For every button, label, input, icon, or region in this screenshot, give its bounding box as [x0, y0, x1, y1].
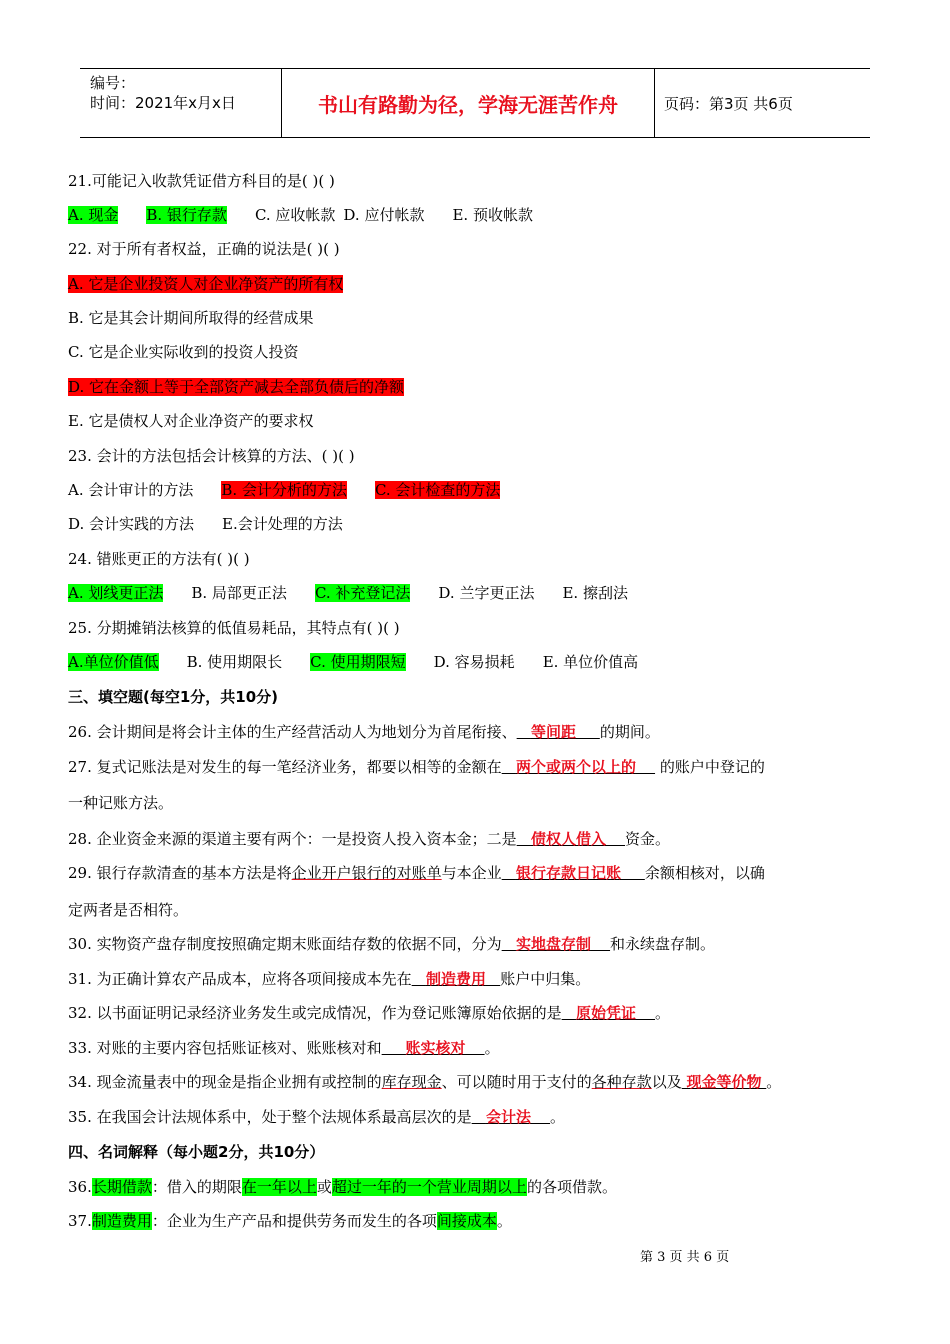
q29-underlined: 企业开户银行的对账单: [291, 864, 442, 882]
question-33: [68, 1037, 500, 1059]
question-24-options: [68, 582, 628, 604]
question-22-option-a: [68, 273, 343, 295]
q37-number: 37.: [68, 1212, 92, 1230]
question-23-options-row2: [68, 513, 343, 535]
question-32: [68, 1002, 670, 1024]
question-26: [68, 721, 660, 743]
option-e: E. 单位价值高: [542, 653, 639, 671]
option-a: A. 现金: [68, 206, 119, 224]
q34-answer: 现金等价物: [686, 1073, 762, 1091]
question-34: [68, 1071, 781, 1093]
option-d: D. 它在金额上等于全部资产减去全部负债后的净额: [68, 378, 405, 396]
q30-answer: 实地盘存制: [515, 935, 591, 953]
option-d: D. 兰字更正法: [438, 584, 535, 602]
option-d: D. 应付帐款: [343, 206, 425, 224]
option-a: A. 它是企业投资人对企业净资产的所有权: [68, 275, 344, 293]
page-footer: 第 3 页 共 6 页: [640, 1250, 730, 1265]
option-c: C. 使用期限短: [310, 653, 406, 671]
number-label: 编号：: [90, 74, 136, 92]
question-25-stem: 25. 分期摊销法核算的低值易耗品，其特点有( )( ): [68, 619, 400, 637]
option-d: D. 会计实践的方法: [68, 515, 195, 533]
q29-text-mid: 与本企业: [441, 864, 502, 882]
option-e: E. 预收帐款: [452, 206, 533, 224]
q34-text-mid: 、可以随时用于支付的: [441, 1073, 592, 1091]
question-35: [68, 1106, 565, 1128]
q35-answer: 会计法: [485, 1108, 531, 1126]
q36-highlight-2: 超过一年的一个营业周期以上: [331, 1178, 527, 1196]
q26-text: 26. 会计期间是将会计主体的生产经营活动人为地划分为首尾衔接、: [68, 723, 517, 741]
q32-answer: 原始凭证: [575, 1004, 636, 1022]
option-c: C. 会计检查的方法: [374, 481, 501, 499]
q30-text-end: 和永续盘存制。: [610, 935, 716, 953]
question-22-option-b: B. 它是其会计期间所取得的经营成果: [68, 309, 314, 327]
time-label: 时间：2021年x月x日: [90, 94, 236, 112]
question-36: [68, 1176, 617, 1198]
question-30: [68, 933, 715, 955]
header-page-info: 页码：第3页 共6页: [664, 94, 793, 113]
option-e: E. 擦刮法: [562, 584, 628, 602]
question-29: [68, 862, 765, 884]
q29-answer: 银行存款日记账: [515, 864, 621, 882]
q27-answer: 两个或两个以上的: [515, 758, 636, 776]
q29-text-end: 余额相核对，以确: [644, 864, 765, 882]
option-c: C. 应收帐款: [254, 206, 336, 224]
header-meta: [80, 69, 282, 137]
question-21-options: [68, 204, 533, 226]
option-c: C. 补充登记法: [314, 584, 411, 602]
option-b: B. 使用期限长: [186, 653, 283, 671]
q33-text: 33. 对账的主要内容包括账证核对、账账核对和: [68, 1039, 382, 1057]
question-22-option-e: E. 它是债权人对企业净资产的要求权: [68, 412, 314, 430]
q36-highlight-1: 在一年以上: [241, 1178, 317, 1196]
q31-text: 31. 为正确计算农产品成本，应将各项间接成本先在: [68, 970, 412, 988]
section-4-heading: 四、名词解释（每小题2分，共10分）: [68, 1143, 325, 1161]
question-27-line2: 一种记账方法。: [68, 794, 174, 812]
q34-text-mid2: 以及: [651, 1073, 682, 1091]
question-23-stem: 23. 会计的方法包括会计核算的方法、( )( ): [68, 447, 355, 465]
option-b: B. 局部更正法: [191, 584, 287, 602]
q31-text-end: 账户中归集。: [500, 970, 591, 988]
question-37: [68, 1210, 512, 1232]
q34-underlined-2: 各种存款: [591, 1073, 652, 1091]
q36-text-3: 的各项借款。: [526, 1178, 617, 1196]
q28-answer: 债权人借入: [530, 830, 606, 848]
q36-number: 36.: [68, 1178, 92, 1196]
q35-text-end: 。: [550, 1108, 566, 1126]
q37-text-2: 。: [496, 1212, 512, 1230]
q34-text: 34. 现金流量表中的现金是指企业拥有或控制的: [68, 1073, 382, 1091]
q27-text-end: 的账户中登记的: [659, 758, 765, 776]
option-b: B. 银行存款: [146, 206, 227, 224]
page-header: [80, 68, 870, 138]
option-b: B. 会计分析的方法: [221, 481, 347, 499]
question-22-option-d: [68, 376, 404, 398]
q32-text: 32. 以书面证明记录经济业务发生或完成情况，作为登记账簿原始依据的是: [68, 1004, 562, 1022]
q31-answer: 制造费用: [425, 970, 486, 988]
question-22-stem: 22. 对于所有者权益，正确的说法是( )( ): [68, 240, 340, 258]
question-23-options-row1: [68, 479, 500, 501]
q37-highlight-1: 间接成本: [436, 1212, 497, 1230]
question-27: [68, 756, 765, 778]
option-e: E.会计处理的方法: [222, 515, 343, 533]
q34-text-end: 。: [766, 1073, 782, 1091]
option-a: A. 会计审计的方法: [68, 481, 194, 499]
q35-text: 35. 在我国会计法规体系中，处于整个法规体系最高层次的是: [68, 1108, 472, 1126]
q33-text-end: 。: [484, 1039, 500, 1057]
q30-text: 30. 实物资产盘存制度按照确定期末账面结存数的依据不同，分为: [68, 935, 502, 953]
q36-text-2: 或: [316, 1178, 332, 1196]
question-22-option-c: C. 它是企业实际收到的投资人投资: [68, 343, 299, 361]
q36-term: 长期借款: [91, 1178, 152, 1196]
question-24-stem: 24. 错账更正的方法有( )( ): [68, 550, 250, 568]
question-25-options: [68, 651, 638, 673]
question-28: [68, 828, 670, 850]
question-21-stem: 21.可能记入收款凭证借方科目的是( )( ): [68, 172, 335, 190]
q32-text-end: 。: [655, 1004, 671, 1022]
q27-text: 27. 复式记账法是对发生的每一笔经济业务，都要以相等的金额在: [68, 758, 502, 776]
q26-answer: 等间距: [530, 723, 576, 741]
option-d: D. 容易损耗: [433, 653, 515, 671]
q37-text-1: ：企业为生产产品和提供劳务而发生的各项: [151, 1212, 437, 1230]
option-a: A. 划线更正法: [68, 584, 164, 602]
q33-answer: 账实核对: [405, 1039, 466, 1057]
q26-text-end: 的期间。: [599, 723, 660, 741]
q28-text-end: 资金。: [625, 830, 671, 848]
q34-underlined-1: 库存现金: [381, 1073, 442, 1091]
q28-text: 28. 企业资金来源的渠道主要有两个：一是投资人投入资本金；二是: [68, 830, 517, 848]
header-motto: 书山有路勤为径，学海无涯苦作舟: [282, 69, 655, 137]
question-31: [68, 968, 590, 990]
q37-term: 制造费用: [91, 1212, 152, 1230]
q36-text-1: ：借入的期限: [151, 1178, 242, 1196]
option-a: A.单位价值低: [68, 653, 159, 671]
section-3-heading: 三、填空题(每空1分，共10分): [68, 688, 279, 706]
question-29-line2: 定两者是否相符。: [68, 901, 189, 919]
q29-text: 29. 银行存款清查的基本方法是将: [68, 864, 292, 882]
